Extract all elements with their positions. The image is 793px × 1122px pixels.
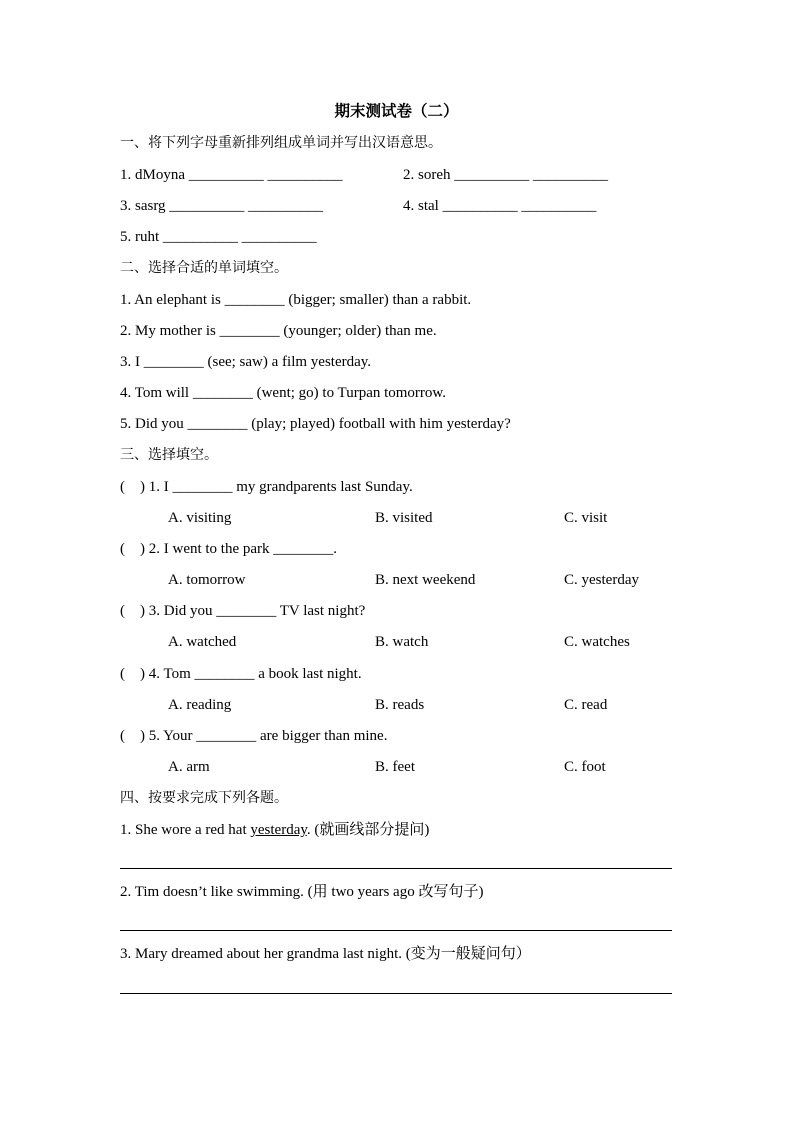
part3-q3-option-a: A. watched (168, 634, 237, 650)
part4-question-3: 3. Mary dreamed about her grandma last night. (变为一般疑问句） (120, 946, 531, 962)
part3-q5-option-b: B. feet (375, 759, 415, 775)
part4-question-2: 2. Tim doesn’t like swimming. (用 two years ago 改写句子) (120, 884, 484, 900)
part3-question-3: ( ) 3. Did you ________ TV last night? (120, 603, 366, 619)
part3-heading: 三、选择填空。 (120, 447, 218, 463)
part2-item-4: 4. Tom will ________ (went; go) to Turpan tomorrow. (120, 385, 447, 401)
part2-item-5: 5. Did you ________ (play; played) football with him yesterday? (120, 416, 511, 432)
part4-q1-after: . (就画线部分提问) (306, 822, 430, 838)
part1-item-1: 1. dMoyna __________ __________ (120, 167, 343, 183)
part3-q1-option-c: C. visit (564, 510, 608, 526)
part2-item-3: 3. I ________ (see; saw) a film yesterday. (120, 354, 372, 370)
answer-line-3[interactable] (120, 993, 672, 994)
part3-q3-option-b: B. watch (375, 634, 429, 650)
answer-line-1[interactable] (120, 868, 672, 869)
part4-q1-before: 1. She wore a red hat (120, 822, 251, 838)
part1-item-2: 2. soreh __________ __________ (403, 167, 608, 183)
page-title: 期末测试卷（二） (334, 103, 459, 120)
part1-item-4: 4. stal __________ __________ (403, 198, 597, 214)
part3-question-2: ( ) 2. I went to the park ________. (120, 541, 338, 557)
part3-q5-option-a: A. arm (168, 759, 210, 775)
part3-q2-option-a: A. tomorrow (168, 572, 246, 588)
part3-question-1: ( ) 1. I ________ my grandparents last Sunday. (120, 479, 413, 495)
part3-q4-option-c: C. read (564, 697, 608, 713)
part2-item-2: 2. My mother is ________ (younger; older) than me. (120, 323, 437, 339)
part3-q2-option-c: C. yesterday (564, 572, 639, 588)
part3-q4-option-b: B. reads (375, 697, 425, 713)
part4-heading: 四、按要求完成下列各题。 (120, 790, 288, 806)
part3-question-4: ( ) 4. Tom ________ a book last night. (120, 666, 362, 682)
part3-q4-option-a: A. reading (168, 697, 232, 713)
part1-item-3: 3. sasrg __________ __________ (120, 198, 324, 214)
part4-q1-underlined-word: yesterday (250, 822, 307, 838)
part1-heading: 一、将下列字母重新排列组成单词并写出汉语意思。 (120, 135, 442, 151)
part3-q3-option-c: C. watches (564, 634, 630, 650)
part3-q1-option-b: B. visited (375, 510, 433, 526)
part3-q5-option-c: C. foot (564, 759, 606, 775)
part3-q2-option-b: B. next weekend (375, 572, 476, 588)
part3-q1-option-a: A. visiting (168, 510, 232, 526)
part1-item-5: 5. ruht __________ __________ (120, 229, 317, 245)
part3-question-5: ( ) 5. Your ________ are bigger than mine. (120, 728, 388, 744)
part2-item-1: 1. An elephant is ________ (bigger; smaller) than a rabbit. (120, 292, 472, 308)
answer-line-2[interactable] (120, 930, 672, 931)
part2-heading: 二、选择合适的单词填空。 (120, 260, 288, 276)
part4-question-1 (120, 820, 429, 840)
